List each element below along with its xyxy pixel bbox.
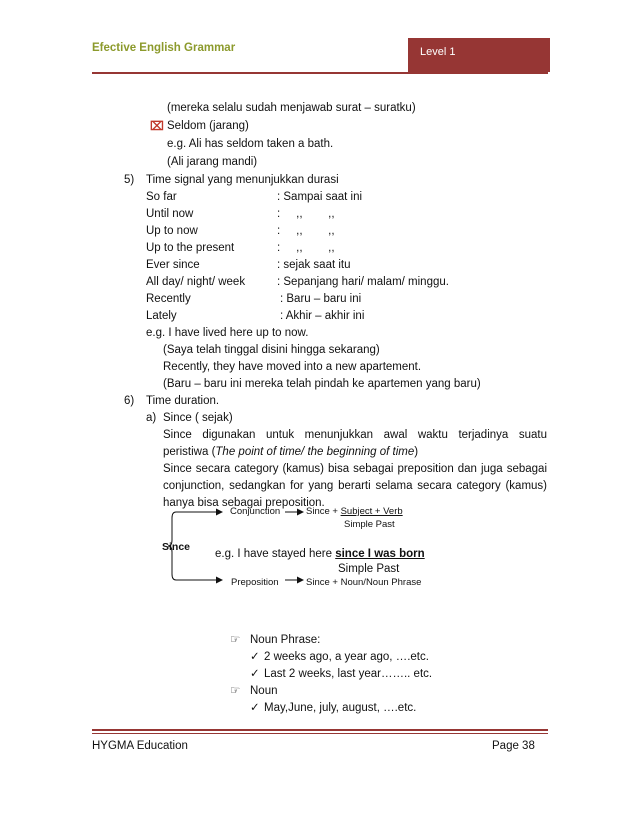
para2-line2: conjunction, sedangkan for yang berarti selama secara category (kamus) [163, 480, 547, 492]
diagram-example-prefix: e.g. I have stayed here [215, 548, 336, 560]
text-mereka: (mereka selalu sudah menjawab surat – suratku) [167, 102, 416, 114]
term-row: Ever since [146, 259, 200, 271]
diagram-example-bold: since I was born [335, 548, 425, 560]
seldom-example: e.g. Ali has seldom taken a bath. [167, 138, 334, 150]
section5-translation2: (Baru – baru ini mereka telah pindah ke apartemen yang baru) [163, 378, 481, 390]
diagram-prep-formula: Since + Noun/Noun Phrase [306, 577, 422, 588]
term-row: Up to the present [146, 242, 235, 254]
noun-phrase-label: Noun Phrase: [250, 634, 321, 646]
term-meaning: : Sepanjang hari/ malam/ minggu. [277, 276, 449, 288]
section5-title: Time signal yang menunjukkan durasi [146, 174, 339, 186]
term-row: Until now [146, 208, 194, 220]
check-icon: ✓ [250, 702, 260, 714]
footer-publisher: HYGMA Education [92, 740, 188, 752]
section6-sub-a-label: a) [146, 412, 157, 424]
header-divider [92, 72, 548, 74]
pointer-icon: ☞ [230, 685, 241, 697]
para1-line2-suffix: ) [414, 446, 419, 458]
para1-line2 [163, 445, 418, 459]
pointer-icon: ☞ [230, 634, 241, 646]
term-meaning: : Sampai saat ini [277, 191, 363, 203]
section5-example: e.g. I have lived here up to now. [146, 327, 309, 339]
diagram-conjunction: Conjunction [230, 506, 281, 517]
seldom-translation: (Ali jarang mandi) [167, 156, 258, 168]
n-item-1: May,June, july, august, ….etc. [264, 702, 417, 714]
diagram-example-tense: Simple Past [338, 563, 400, 575]
term-meaning: : sejak saat itu [277, 259, 351, 271]
conj-formula-prefix: Since + [306, 506, 341, 517]
conj-formula-underlined: Subject + Verb [340, 506, 403, 517]
term-meaning: : Akhir – akhir ini [280, 310, 365, 322]
diagram-preposition: Preposition [231, 577, 279, 588]
header-title: Efective English Grammar [92, 42, 236, 54]
check-icon: ✓ [250, 651, 260, 663]
np-item-2: Last 2 weeks, last year…….. etc. [264, 668, 433, 680]
np-item-1: 2 weeks ago, a year ago, ….etc. [264, 651, 429, 663]
seldom-label: Seldom (jarang) [167, 120, 249, 132]
section6-title: Time duration. [146, 395, 220, 407]
section5-example2: Recently, they have moved into a new apartement. [163, 361, 422, 373]
section6-sub-a-title: Since ( sejak) [163, 412, 233, 424]
para1-line1: Since digunakan untuk menunjukkan awal waktu terjadinya suatu [163, 429, 547, 441]
term-row: Recently [146, 293, 191, 305]
footer-divider [92, 729, 548, 731]
term-meaning: : ,, ,, [277, 208, 335, 220]
x-bullet-icon: ⌧ [150, 119, 164, 133]
diagram-example [215, 547, 425, 561]
check-icon: ✓ [250, 668, 260, 680]
para2-line1: Since secara category (kamus) bisa sebagai preposition dan juga sebagai [163, 463, 547, 475]
footer-page-number: Page 38 [492, 740, 535, 752]
term-meaning: : ,, ,, [277, 242, 335, 254]
term-row: Lately [146, 310, 177, 322]
para1-line2-prefix: peristiwa ( [163, 446, 216, 458]
term-meaning: : ,, ,, [277, 225, 335, 237]
diagram-conj-formula [306, 506, 403, 518]
header-level-label: Level 1 [420, 46, 456, 58]
para2-line3: hanya bisa sebagai preposition. [163, 497, 325, 509]
noun-label: Noun [250, 685, 278, 697]
section5-translation1: (Saya telah tinggal disini hingga sekarang) [163, 344, 380, 356]
term-row: Up to now [146, 225, 198, 237]
section5-number: 5) [124, 174, 135, 186]
term-row: All day/ night/ week [146, 276, 246, 288]
diagram-conj-tense: Simple Past [344, 519, 395, 530]
section6-number: 6) [124, 395, 135, 407]
term-meaning: : Baru – baru ini [280, 293, 362, 305]
para1-line2-italic: The point of time/ the beginning of time [215, 446, 415, 458]
header-level-box [408, 38, 550, 72]
footer-divider-thin [92, 733, 548, 734]
term-row: So far [146, 191, 177, 203]
diagram-since-label: Since [162, 541, 191, 553]
